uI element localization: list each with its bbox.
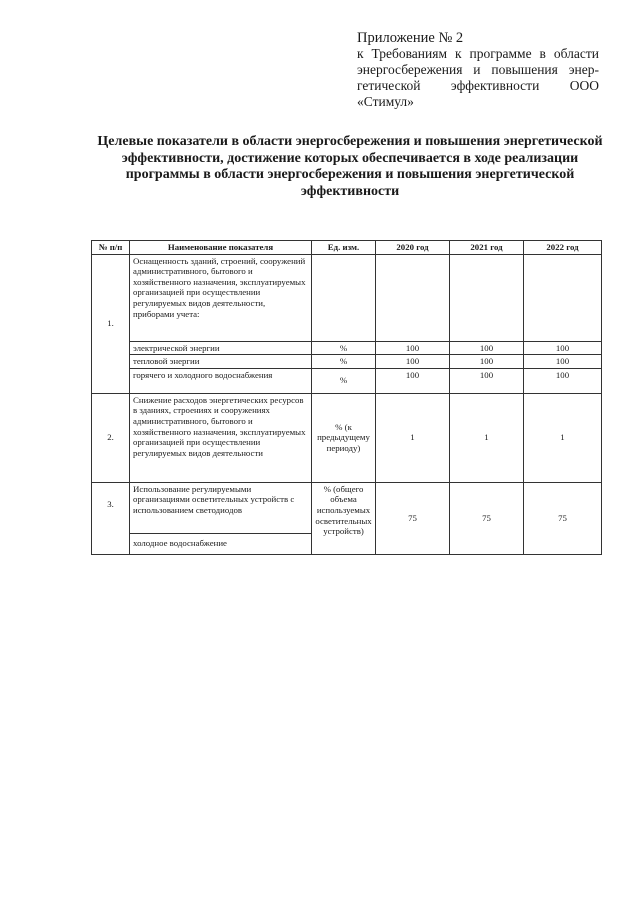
header-2020: 2020 год [376,241,450,255]
table-header-row [92,241,602,255]
value-2021: 100 [450,355,524,369]
row-number: 1. [92,254,130,393]
appendix-line: к Требованиям к программе в области [357,46,599,61]
header-2022: 2022 год [524,241,602,255]
value-2022: 1 [524,393,602,482]
document-title: Целевые показатели в области энергосбережения и повышения энергетической эффективности, достижение которых обеспечивается в ходе реализации программы в области энергосбережения и повышения энергетической эффективности [97,134,603,199]
value-2022: 100 [524,368,602,393]
value-2022: 75 [524,482,602,554]
value-2021: 100 [450,341,524,355]
value-2020: 75 [376,482,450,554]
value-2020: 1 [376,393,450,482]
value-2021: 1 [450,393,524,482]
indicator-name: Использование регулируемыми организациями осветительных устройств с использованием светодиодов [130,482,312,533]
indicator-subname: горячего и холодного водоснабжения [130,368,312,393]
unit-cell: % [312,341,376,355]
indicator-subname: холодное водоснабжение [130,533,312,554]
indicator-subname: тепловой энергии [130,355,312,369]
value-2020: 100 [376,355,450,369]
value-2022: 100 [524,341,602,355]
table-row [92,254,602,341]
value-cell [376,254,450,341]
indicator-name: Оснащенность зданий, строений, сооружений административного, бытового и хозяйственного назначения, эксплуатируемых организацией при осуществлении регулируемых видов деятельности, приборами учета: [130,254,312,341]
indicators-table [91,240,602,555]
unit-cell: % (к предыдущему периоду) [312,393,376,482]
header-name: Наименование показателя [130,241,312,255]
value-2020: 100 [376,368,450,393]
value-2021: 75 [450,482,524,554]
table-row [92,341,602,355]
header-2021: 2021 год [450,241,524,255]
indicator-subname: электрической энергии [130,341,312,355]
table-row [92,355,602,369]
indicator-name: Снижение расходов энергетических ресурсов в зданиях, строениях и сооружениях административного, бытового и хозяйственного назначения, эксплуатируемых организацией при осуществлении регулируемых видов деятельности [130,393,312,482]
unit-cell [312,254,376,341]
row-number: 2. [92,393,130,482]
value-2020: 100 [376,341,450,355]
value-cell [450,254,524,341]
value-cell [524,254,602,341]
appendix-org: «Стимул» [357,94,414,109]
appendix-line: энергосбережения и повышения энер- [357,62,599,77]
row-number: 3. [92,482,130,554]
table-row [92,393,602,482]
unit-cell: % (общего объема используемых осветительных устройств) [312,482,376,554]
appendix-line: гетической эффективности ООО [357,78,599,93]
appendix-number: Приложение № 2 [357,30,464,46]
table-row [92,368,602,393]
unit-cell: % [312,368,376,393]
value-2022: 100 [524,355,602,369]
unit-cell: % [312,355,376,369]
value-2021: 100 [450,368,524,393]
header-unit: Ед. изм. [312,241,376,255]
appendix-header [357,30,599,110]
table-row [92,482,602,533]
header-num: № п/п [92,241,130,255]
